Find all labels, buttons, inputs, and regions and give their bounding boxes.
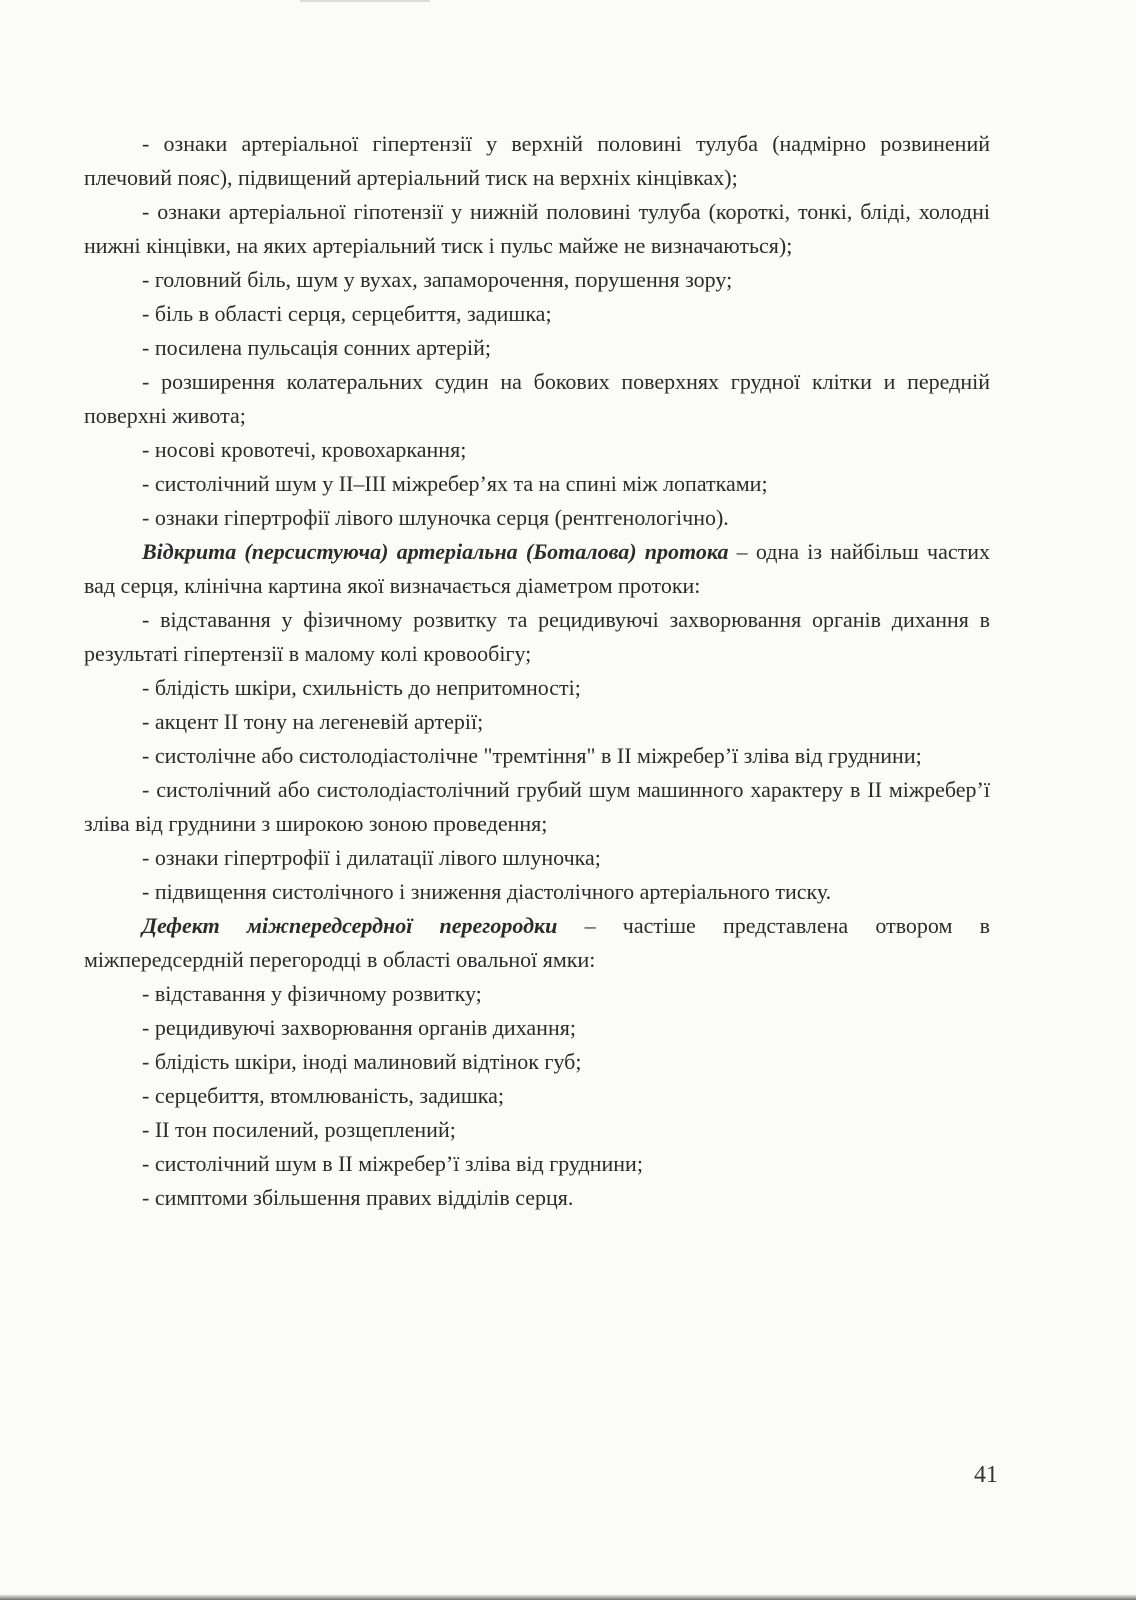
list-item: - систолічний або систолодіастолічний грубий шум машинного характеру в II міжребер’ї зліва від груднини з широкою зоною проведення; bbox=[84, 777, 990, 836]
section-intro-pda bbox=[84, 535, 990, 603]
list-item: - головний біль, шум у вухах, запаморочення, порушення зору; bbox=[142, 267, 733, 292]
list-item: - розширення колатеральних судин на бокових поверхнях грудної клітки и передній поверхні живота; bbox=[84, 369, 990, 428]
section-intro-text: – частіше представлена отвором в міжпередсердній перегородці в області овальної ямки: bbox=[84, 913, 990, 972]
list-item: - систолічний шум у II–III міжребер’ях та на спині між лопатками; bbox=[142, 471, 768, 496]
page-number: 41 bbox=[974, 1462, 998, 1488]
section-term: Відкрита (персистуюча) артеріальна (Боталова) протока bbox=[142, 539, 729, 564]
scan-top-mark bbox=[300, 0, 430, 2]
list-item: - посилена пульсація сонних артерій; bbox=[142, 335, 492, 360]
list-item: - біль в області серця, серцебиття, задишка; bbox=[142, 301, 552, 326]
list-item: - систолічний шум в II міжребер’ї зліва від груднини; bbox=[142, 1151, 643, 1176]
scan-bottom-edge bbox=[0, 1594, 1136, 1600]
list-item: - II тон посилений, розщеплений; bbox=[142, 1117, 456, 1142]
list-item: - ознаки артеріальної гіпотензії у нижній половині тулуба (короткі, тонкі, бліді, холодні нижні кінцівки, на яких артеріальний тиск і пульс майже не визначаються); bbox=[84, 199, 990, 258]
section-intro-asd bbox=[84, 909, 990, 977]
list-item: - відставання у фізичному розвитку та рецидивуючі захворювання органів дихання в результаті гіпертензії в малому колі кровообігу; bbox=[84, 607, 990, 666]
list-item: - ознаки артеріальної гіпертензії у верхній половині тулуба (надмірно розвинений плечовий пояс), підвищений артеріальний тиск на верхніх кінцівках); bbox=[84, 131, 990, 190]
list-item: - блідість шкіри, іноді малиновий відтінок губ; bbox=[142, 1049, 582, 1074]
list-item: - рецидивуючі захворювання органів дихання; bbox=[142, 1015, 576, 1040]
list-item: - серцебиття, втомлюваність, задишка; bbox=[142, 1083, 505, 1108]
list-item: - носові кровотечі, кровохаркання; bbox=[142, 437, 467, 462]
list-item: - блідість шкіри, схильність до непритомності; bbox=[142, 675, 581, 700]
list-item: - симптоми збільшення правих відділів серця. bbox=[142, 1185, 574, 1210]
section-intro-text: – одна із найбільш частих вад серця, клінічна картина якої визначається діаметром протоки: bbox=[84, 539, 990, 598]
section-term: Дефект міжпередсердної перегородки bbox=[142, 913, 558, 938]
list-item: - ознаки гіпертрофії лівого шлуночка серця (рентгенологічно). bbox=[142, 505, 729, 530]
list-item: - відставання у фізичному розвитку; bbox=[142, 981, 482, 1006]
list-item: - підвищення систолічного і зниження діастолічного артеріального тиску. bbox=[142, 879, 832, 904]
list-item: - акцент II тону на легеневій артерії; bbox=[142, 709, 484, 734]
list-item: - ознаки гіпертрофії і дилатації лівого шлуночка; bbox=[142, 845, 601, 870]
list-item: - систолічне або систолодіастолічне "тремтіння" в II міжребер’ї зліва від груднини; bbox=[142, 743, 922, 768]
page-body bbox=[84, 116, 990, 1215]
